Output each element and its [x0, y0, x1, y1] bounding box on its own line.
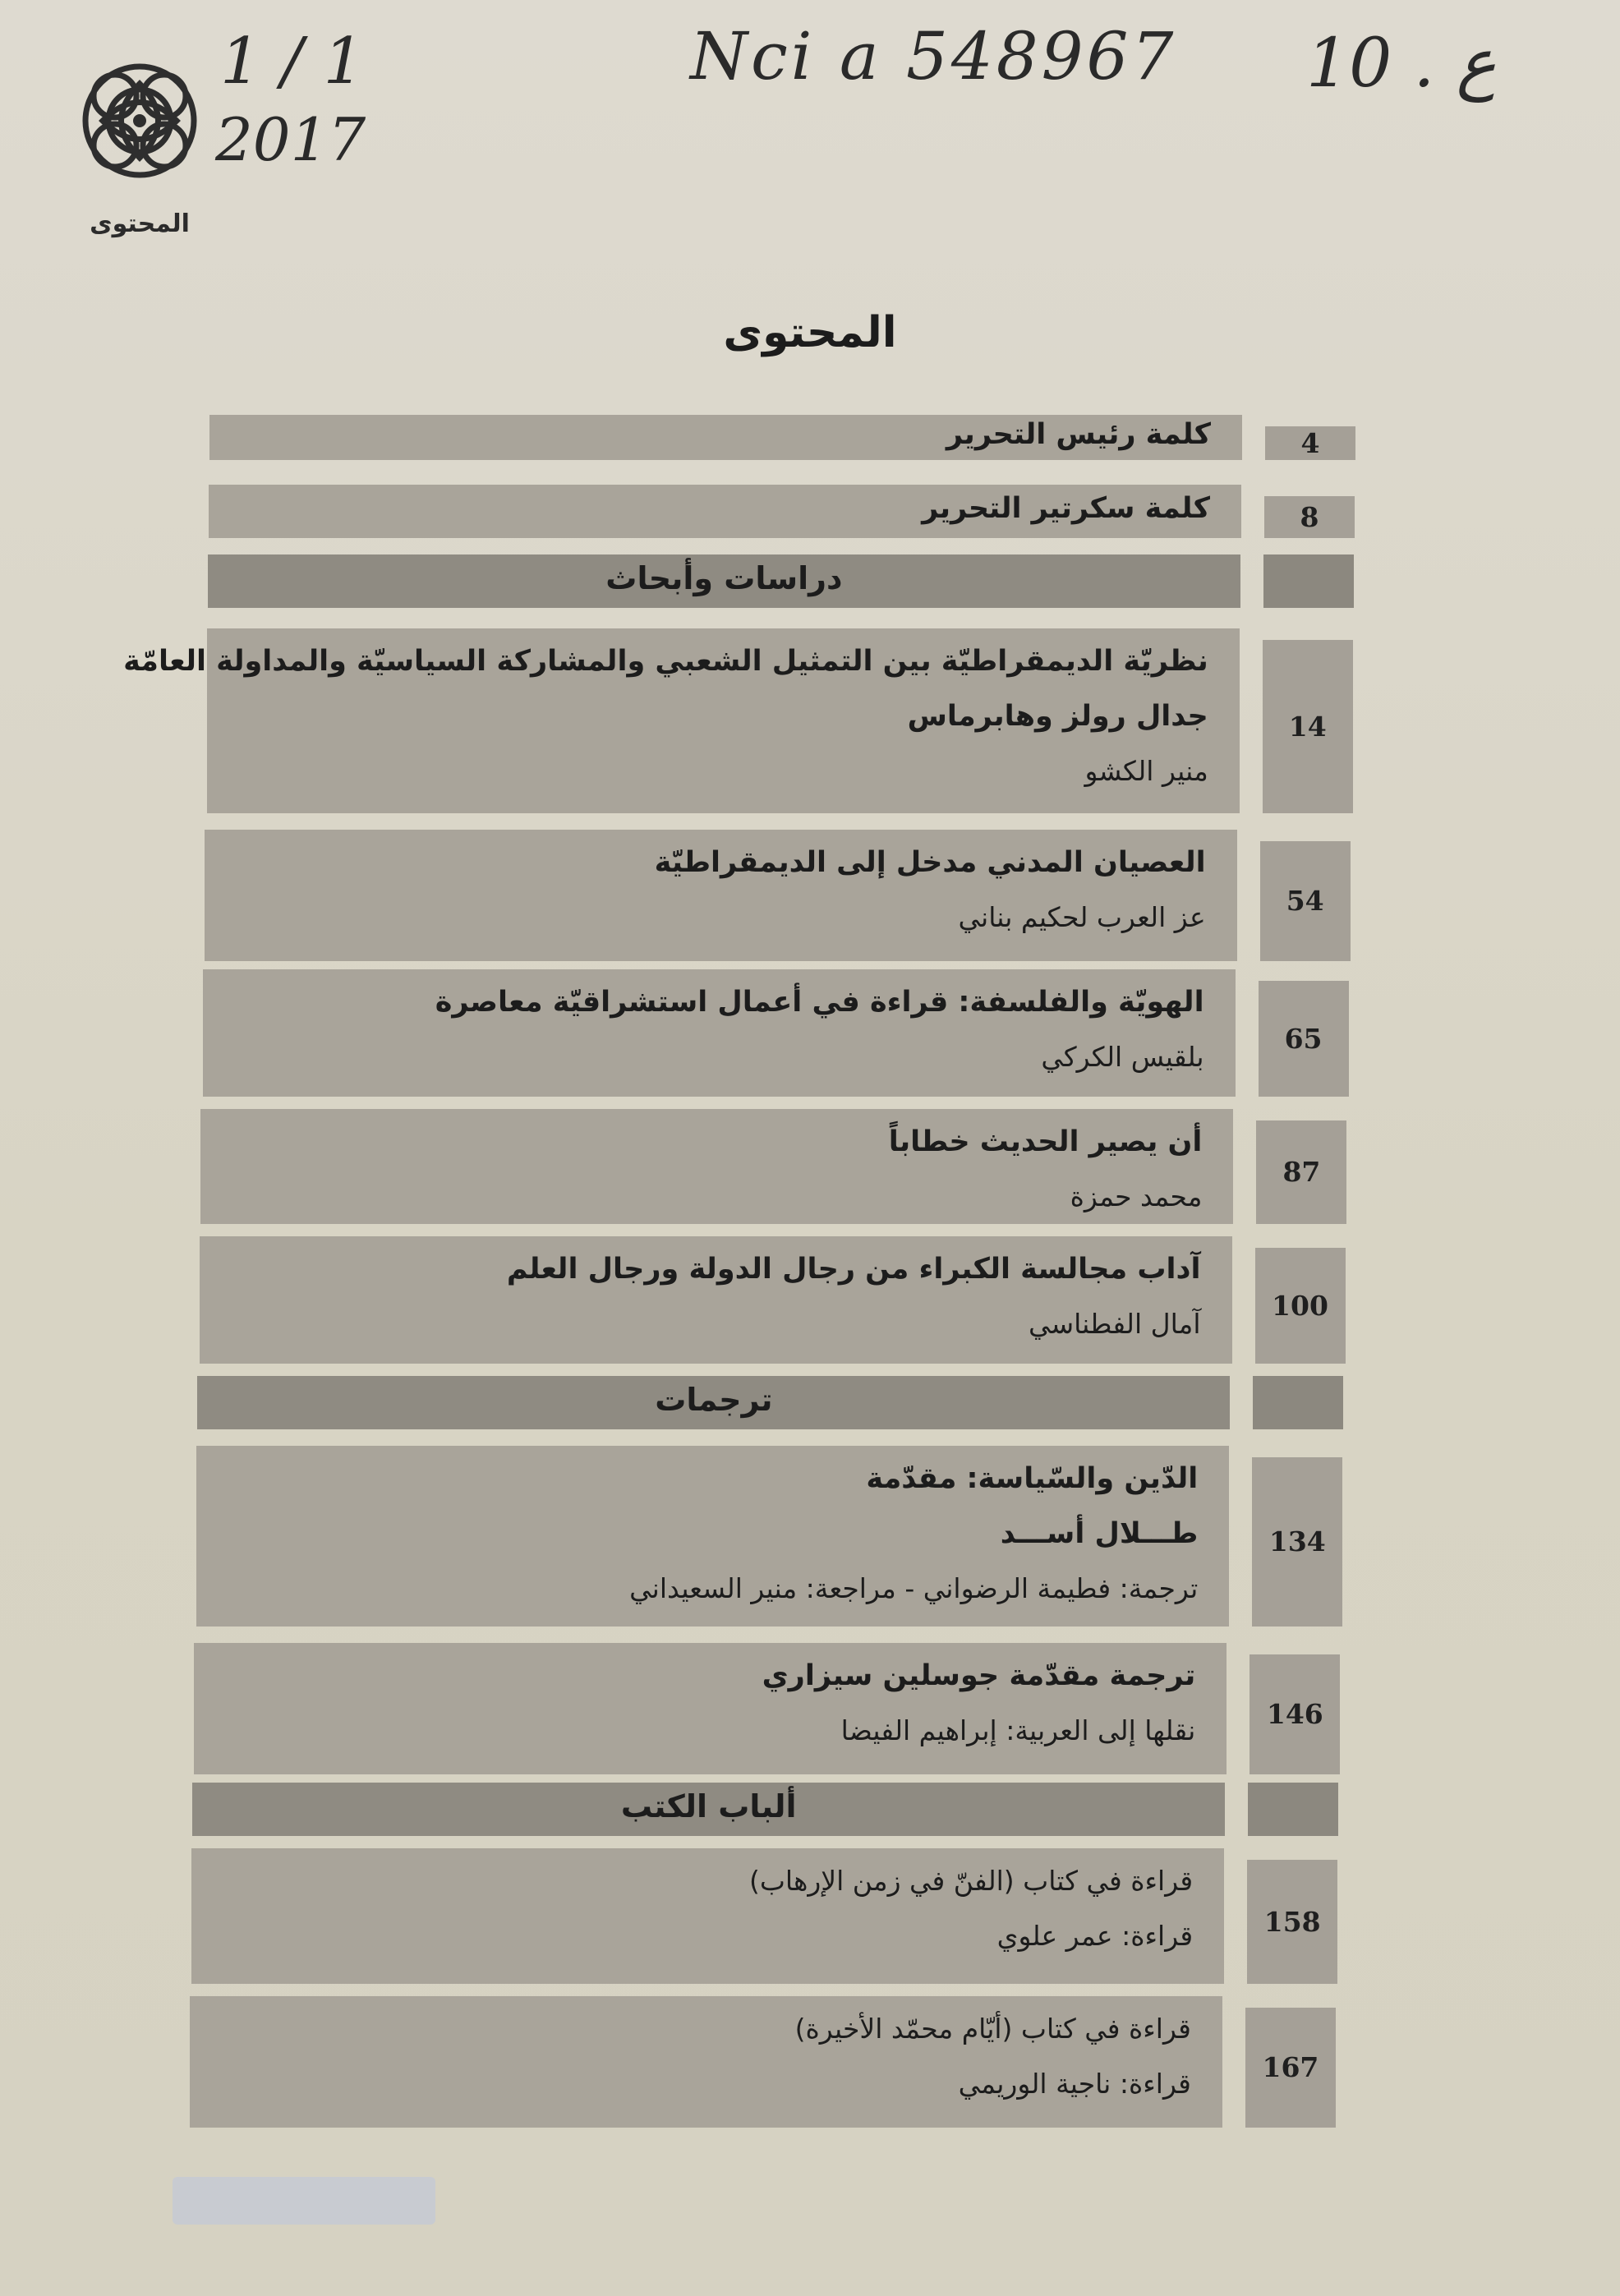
page-number: 134	[1268, 1525, 1326, 1558]
entry-author: محمد حمزة	[1070, 1180, 1203, 1212]
entry-author: عز العرب لحكيم بناني	[958, 901, 1206, 933]
entry-review-line: قراءة: عمر علوي	[996, 1920, 1194, 1952]
page-number-cell	[1263, 640, 1353, 813]
toc-entry-row	[0, 628, 1620, 821]
toc-entry-row	[0, 485, 1620, 546]
entry-review-line: قراءة في كتاب (أيّام محمّد الأخيرة)	[794, 2013, 1191, 2045]
ornamental-knot-icon	[70, 51, 209, 191]
page-number-cell	[1247, 1860, 1337, 1984]
page-title: المحتوى	[723, 308, 897, 357]
bleed-through-stamp	[173, 2177, 435, 2225]
page-number-cell	[1259, 981, 1349, 1097]
entry-title-line: الهويّة والفلسفة: قراءة في أعمال استشراقيّة معاصرة	[435, 986, 1204, 1019]
section-title: دراسات وأبحاث	[605, 559, 843, 596]
page-number: 8	[1300, 501, 1319, 533]
page-number-cell	[1260, 841, 1351, 961]
toc-section-row	[0, 554, 1620, 616]
section-title-bar	[192, 1783, 1225, 1836]
entry-title-line: طـــلال أســـد	[1000, 1517, 1199, 1550]
page-number: 158	[1263, 1906, 1321, 1938]
entry-title-bar	[194, 1643, 1227, 1774]
page-number-cell	[1255, 1248, 1346, 1364]
toc-entry-row	[0, 1236, 1620, 1372]
page-number: 146	[1266, 1698, 1323, 1730]
entry-title-bar	[209, 485, 1241, 538]
section-title: ترجمات	[655, 1381, 773, 1418]
entry-title-bar	[123, 628, 1240, 813]
logo-label: المحتوى	[90, 209, 190, 238]
toc-entry-row	[0, 1446, 1620, 1635]
page-number-cell	[1264, 496, 1355, 538]
section-title-bar	[208, 554, 1240, 608]
entry-author: آمال الفطناسي	[1028, 1308, 1201, 1340]
entry-title-line: آداب مجالسة الكبراء من رجال الدولة ورجال العلم	[506, 1253, 1201, 1286]
page-number-cell	[1256, 1120, 1346, 1224]
entry-title-line: نظريّة الديمقراطيّة بين التمثيل الشعبي والمشاركة السياسيّة والمداولة العامّة	[123, 645, 1208, 678]
entry-title-line: العصيان المدني مدخل إلى الديمقراطيّة	[654, 846, 1206, 879]
entry-title-line: الدّين والسّياسة: مقدّمة	[866, 1462, 1199, 1495]
entry-title-line: أن يصير الحديث خطاباً	[888, 1125, 1203, 1158]
page-number: 87	[1282, 1156, 1321, 1188]
page-number: 100	[1272, 1290, 1328, 1322]
page-number: 65	[1284, 1023, 1323, 1055]
toc-section-row	[0, 1376, 1620, 1438]
page-number: 14	[1288, 711, 1327, 743]
page-number-cell	[1265, 426, 1355, 460]
entry-title-bar	[209, 415, 1242, 460]
section-title-bar	[197, 1376, 1230, 1429]
entry-title-bar	[200, 1236, 1232, 1364]
entry-author: بلقيس الكركي	[1041, 1041, 1204, 1073]
page-number-cell	[1248, 1783, 1338, 1836]
entry-title-bar	[196, 1446, 1229, 1627]
toc-entry-row	[0, 969, 1620, 1105]
entry-title-bar	[190, 1996, 1222, 2128]
entry-author: نقلها إلى العربية: إبراهيم الفيضا	[840, 1714, 1196, 1746]
entry-title-bar	[205, 830, 1237, 961]
entry-title-bar	[191, 1848, 1224, 1984]
page-number-cell	[1252, 1457, 1342, 1627]
entry-title-line: كلمة رئيس التحرير	[946, 417, 1211, 451]
handwritten-date-day: 1 / 1	[220, 25, 365, 99]
page-number-cell	[1253, 1376, 1343, 1429]
page-number-cell	[1250, 1654, 1340, 1774]
section-title: ألباب الكتب	[620, 1788, 797, 1824]
entry-author: ترجمة: فطيمة الرضواني - مراجعة: منير السعيداني	[629, 1572, 1199, 1604]
entry-title-line: جدال رولز وهابرماس	[907, 700, 1208, 733]
toc-entry-row	[0, 415, 1620, 468]
handwritten-date-year: 2017	[215, 105, 366, 174]
entry-review-line: قراءة: ناجية الوريمي	[958, 2068, 1191, 2100]
page-number: 4	[1300, 427, 1320, 459]
entry-author: منير الكشو	[1084, 755, 1208, 787]
entry-title-line: ترجمة مقدّمة جوسلين سيزاري	[762, 1659, 1196, 1692]
page-number: 54	[1286, 885, 1324, 917]
handwritten-corner-mark: 10 . ع	[1306, 25, 1497, 103]
toc-entry-row	[0, 1643, 1620, 1783]
page-number-cell	[1245, 2008, 1336, 2128]
entry-title-bar	[200, 1109, 1233, 1224]
page-number: 167	[1262, 2051, 1319, 2083]
entry-review-line: قراءة في كتاب (الفنّ في زمن الإرهاب)	[748, 1865, 1194, 1897]
toc-entry-row	[0, 1848, 1620, 1992]
entry-title-bar	[203, 969, 1236, 1097]
page-number-cell	[1263, 554, 1354, 608]
entry-title-line: كلمة سكرتير التحرير	[922, 491, 1210, 525]
toc-entry-row	[0, 1996, 1620, 2136]
toc-entry-row	[0, 1109, 1620, 1232]
toc-section-row	[0, 1783, 1620, 1844]
handwritten-reference-number: Nci a 548967	[690, 18, 1177, 94]
toc-entry-row	[0, 830, 1620, 969]
